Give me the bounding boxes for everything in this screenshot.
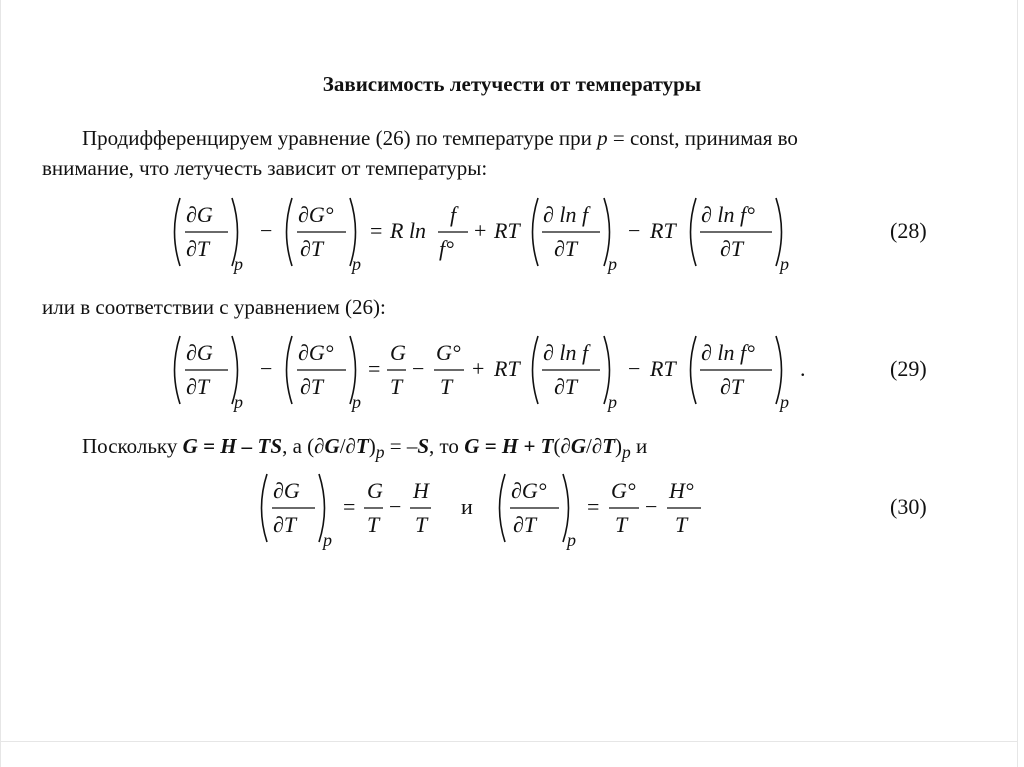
equation-28 xyxy=(168,192,828,282)
since-t3: /∂ xyxy=(339,434,356,458)
eq28-rt2: RT xyxy=(650,218,676,243)
since-t2: , а (∂ xyxy=(282,434,325,458)
eq29-t1-sub: p xyxy=(234,392,243,412)
since-t6: , то xyxy=(429,434,465,458)
since-f5: G = H + T xyxy=(464,434,554,458)
equation-number-29: (29) xyxy=(890,356,927,381)
eq29-t4-den: ∂T xyxy=(720,374,744,399)
equation-30-svg xyxy=(255,468,725,558)
eq30-minus1: − xyxy=(389,494,402,519)
eq29-got-den: T xyxy=(440,374,453,399)
eq28-t2-sub: p xyxy=(352,254,361,274)
since-sub2: p xyxy=(622,442,631,463)
equation-29 xyxy=(168,330,828,420)
eq28-frac-den: f° xyxy=(439,236,454,261)
eq30-t2-num: ∂G° xyxy=(511,478,547,503)
eq29-got-num: G° xyxy=(436,340,461,365)
eq30-ht-den: T xyxy=(415,512,428,537)
eq29-t2-sub: p xyxy=(352,392,361,412)
eq28-minus1: − xyxy=(260,218,273,243)
equation-number-28: (28) xyxy=(890,218,927,243)
eq29-gt-den: T xyxy=(390,374,403,399)
eq29-period: . xyxy=(800,356,806,381)
eq30-ht-num: H xyxy=(413,478,429,503)
slide-border-left xyxy=(0,0,1,767)
eq29-plus: + xyxy=(472,356,485,381)
eq30-equals1: = xyxy=(343,494,356,519)
slide-border-right xyxy=(1017,0,1018,767)
eq29-t3-num: ∂ ln f xyxy=(543,340,589,365)
eq30-t1-den: ∂T xyxy=(273,512,297,537)
eq28-plus: + xyxy=(474,218,487,243)
eq28-t3-num: ∂ ln f xyxy=(543,202,589,227)
eq29-rt2: RT xyxy=(650,356,676,381)
since-sub1: p xyxy=(375,442,385,463)
eq28-t1-sub: p xyxy=(234,254,243,274)
since-f7: T xyxy=(602,434,616,458)
eq30-hot-num: H° xyxy=(669,478,694,503)
eq28-t4-num: ∂ ln f° xyxy=(701,202,755,227)
paragraph-intro-var-p: p xyxy=(597,126,608,150)
eq30-and: и xyxy=(461,494,473,519)
eq28-t2-num: ∂G° xyxy=(298,202,334,227)
since-f4: S xyxy=(417,434,430,458)
since-t9: ) xyxy=(615,434,623,458)
eq30-got-num: G° xyxy=(611,478,636,503)
paragraph-since xyxy=(82,431,647,467)
since-f6: G xyxy=(570,434,586,458)
eq29-t2-den: ∂T xyxy=(300,374,324,399)
eq30-t2-den: ∂T xyxy=(513,512,537,537)
eq29-minus1: − xyxy=(260,356,273,381)
paragraph-or-according: или в соответствии с уравнением (26): xyxy=(42,295,386,319)
eq29-equals: = xyxy=(368,356,381,381)
since-t4: ) xyxy=(368,434,376,458)
eq29-t4-num: ∂ ln f° xyxy=(701,340,755,365)
since-t5: = – xyxy=(384,434,418,458)
eq30-gt-num: G xyxy=(367,478,383,503)
since-t1: Поскольку xyxy=(82,434,183,458)
paragraph-intro-text-b: = const, принимая во xyxy=(607,126,798,150)
equation-28-svg xyxy=(168,192,828,282)
slide-border-bottom xyxy=(0,741,1018,742)
paragraph-intro-text-a: Продифференцируем уравнение (26) по температуре при xyxy=(82,126,598,150)
eq28-minus2: − xyxy=(628,218,641,243)
eq29-minus2: − xyxy=(412,356,425,381)
eq29-gt-num: G xyxy=(390,340,406,365)
eq28-t3-sub: p xyxy=(608,254,617,274)
since-t8: /∂ xyxy=(586,434,603,458)
paragraph-intro-line1 xyxy=(82,123,798,153)
eq28-frac-num: f xyxy=(450,202,457,227)
eq29-rt1: RT xyxy=(494,356,520,381)
since-t7: (∂ xyxy=(553,434,571,458)
eq29-t1-num: ∂G xyxy=(186,340,213,365)
eq30-equals2: = xyxy=(587,494,600,519)
eq30-t1-num: ∂G xyxy=(273,478,300,503)
eq29-minus3: − xyxy=(628,356,641,381)
eq29-t1-den: ∂T xyxy=(186,374,210,399)
equation-30 xyxy=(255,468,725,558)
eq28-rt1: RT xyxy=(494,218,520,243)
eq29-t3-den: ∂T xyxy=(554,374,578,399)
eq28-t1-den: ∂T xyxy=(186,236,210,261)
paragraph-intro-line2: внимание, что летучесть зависит от температуры: xyxy=(42,156,488,180)
equation-number-30: (30) xyxy=(890,494,927,519)
eq30-t2-sub: p xyxy=(567,530,576,550)
since-f3: T xyxy=(355,434,369,458)
eq28-t2-den: ∂T xyxy=(300,236,324,261)
since-f1: G = H – TS xyxy=(182,434,283,458)
eq28-t4-sub: p xyxy=(780,254,789,274)
eq28-t4-den: ∂T xyxy=(720,236,744,261)
eq29-t2-num: ∂G° xyxy=(298,340,334,365)
equation-29-svg xyxy=(168,330,828,420)
eq30-minus2: − xyxy=(645,494,658,519)
eq28-t1-num: ∂G xyxy=(186,202,213,227)
eq30-t1-sub: p xyxy=(323,530,332,550)
since-t10: и xyxy=(630,434,648,458)
eq29-t4-sub: p xyxy=(780,392,789,412)
eq30-got-den: T xyxy=(615,512,628,537)
eq28-t3-den: ∂T xyxy=(554,236,578,261)
since-f2: G xyxy=(324,434,340,458)
eq29-t3-sub: p xyxy=(608,392,617,412)
eq28-rln: R ln xyxy=(390,218,427,243)
eq30-gt-den: T xyxy=(367,512,380,537)
eq28-equals: = xyxy=(370,218,383,243)
eq30-hot-den: T xyxy=(675,512,688,537)
slide-title: Зависимость летучести от температуры xyxy=(322,72,702,96)
